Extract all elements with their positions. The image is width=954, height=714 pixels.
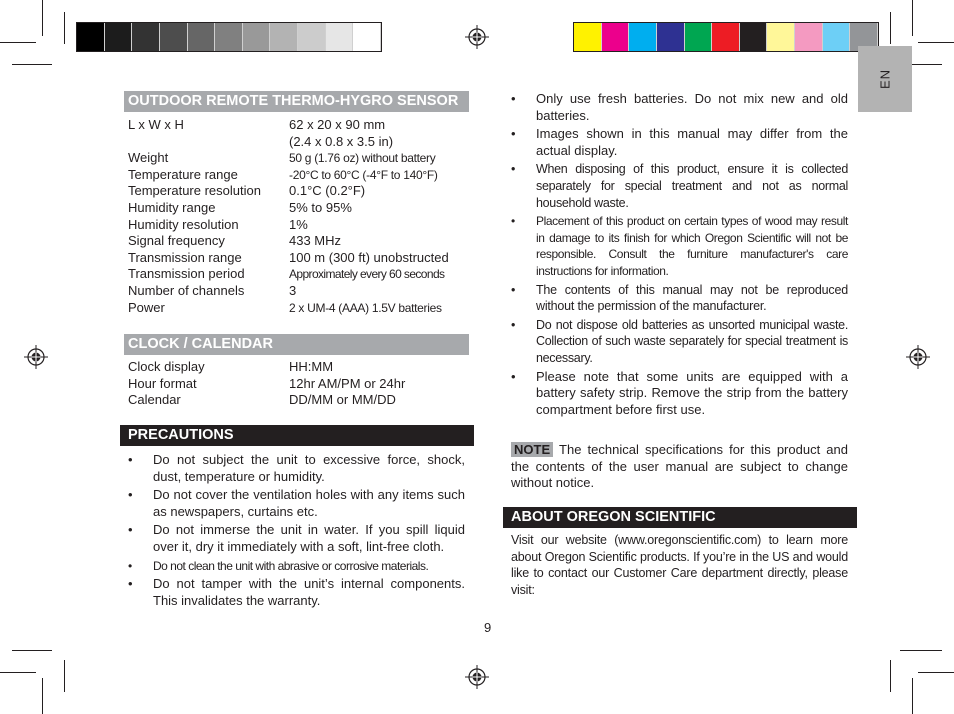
- spec-row: [128, 233, 468, 250]
- spec-label: Signal frequency: [128, 233, 225, 249]
- color-swatch: [160, 23, 188, 51]
- color-swatch: [823, 23, 851, 51]
- color-swatch: [188, 23, 216, 51]
- about-header: ABOUT OREGON SCIENTIFIC: [503, 507, 857, 528]
- spec-value: DD/MM or MM/DD: [289, 392, 396, 408]
- spec-row: [128, 359, 468, 376]
- registration-mark-icon: [465, 25, 489, 49]
- grayscale-calibration-strip: [76, 22, 382, 52]
- color-swatch: [77, 23, 105, 51]
- spec-label: Humidity resolution: [128, 216, 239, 232]
- spec-row: [128, 392, 468, 409]
- spec-label: Clock display: [128, 359, 205, 374]
- note-badge: NOTE: [511, 442, 553, 457]
- spec-label: Temperature range: [128, 166, 238, 182]
- crop-mark: [0, 672, 36, 673]
- crop-mark: [912, 0, 913, 36]
- spec-row: [128, 300, 468, 317]
- list-item: • Placement of this product on certain types of wood may result in damage to its finish for which Oregon Scientific will not be responsible. Consult the furniture manufacturer's care instructions for information.: [511, 213, 848, 279]
- spec-label: Weight: [128, 150, 169, 166]
- spec-value: 3: [289, 282, 297, 298]
- precautions-list: [128, 452, 465, 611]
- note-text: The technical specifications for this product and the contents of the user manual are subject to change without notice.: [511, 442, 848, 491]
- spec-label: Transmission period: [128, 266, 245, 282]
- color-swatch: [740, 23, 768, 51]
- spec-value: 2 x UM-4 (AAA) 1.5V batteries: [289, 300, 442, 315]
- spec-value: -20°C to 60°C (-4°F to 140°F): [289, 167, 438, 182]
- list-item: • Only use fresh batteries. Do not mix new and old batteries.: [511, 91, 848, 124]
- spec-value: 0.1°C (0.2°F): [289, 183, 366, 199]
- spec-row: [128, 167, 468, 184]
- spec-label: Number of channels: [128, 282, 245, 298]
- list-item: • Images shown in this manual may differ from the actual display.: [511, 126, 848, 159]
- registration-mark-icon: [906, 345, 930, 369]
- color-swatch: [326, 23, 354, 51]
- list-item: • Do not subject the unit to excessive force, shock, dust, temperature or humidity.: [128, 452, 465, 485]
- note-paragraph: [511, 442, 848, 492]
- color-swatch: [132, 23, 160, 51]
- spec-row: [128, 117, 468, 150]
- crop-mark: [12, 64, 52, 65]
- color-swatch: [270, 23, 298, 51]
- outdoor-sensor-header: OUTDOOR REMOTE THERMO-HYGRO SENSOR: [124, 91, 469, 112]
- spec-row: [128, 266, 468, 283]
- spec-label: Hour format: [128, 375, 197, 391]
- color-swatch: [574, 23, 602, 51]
- spec-value: 433 MHz: [289, 233, 342, 249]
- color-swatch: [712, 23, 740, 51]
- about-paragraph: Visit our website (www.oregonscientific.com) to learn more about Oregon Scientific products. If you’re in the US and would like to contact our Customer Care department directly, please visit:: [511, 533, 848, 597]
- color-swatch: [105, 23, 133, 51]
- list-item: • Do not tamper with the unit’s internal components. This invalidates the warranty.: [128, 576, 465, 609]
- crop-mark: [12, 650, 52, 651]
- color-swatch: [657, 23, 685, 51]
- list-item: • The contents of this manual may not be reproduced without the permission of the manufacturer.: [511, 282, 848, 315]
- spec-label: Calendar: [128, 392, 181, 408]
- color-swatch: [629, 23, 657, 51]
- spec-row: [128, 376, 468, 393]
- spec-value: 100 m (300 ft) unobstructed: [289, 249, 449, 265]
- color-swatch: [215, 23, 243, 51]
- outdoor-spec-table: [128, 117, 468, 316]
- spec-row: [128, 250, 468, 267]
- list-item: • Do not cover the ventilation holes with any items such as newspapers, curtains etc.: [128, 487, 465, 520]
- spec-value-line: (2.4 x 0.8 x 3.5 in): [289, 133, 394, 149]
- spec-value: 5% to 95%: [289, 199, 352, 215]
- crop-mark: [42, 0, 43, 36]
- page-number: 9: [484, 620, 492, 635]
- color-swatch: [298, 23, 326, 51]
- spec-label: Transmission range: [128, 249, 242, 265]
- crop-mark: [0, 42, 36, 43]
- color-swatch: [767, 23, 795, 51]
- crop-mark: [918, 672, 954, 673]
- spec-row: [128, 200, 468, 217]
- crop-mark: [42, 678, 43, 714]
- spec-row: [128, 150, 468, 167]
- language-tab: [858, 46, 912, 112]
- crop-mark: [900, 650, 942, 651]
- spec-value-line: 62 x 20 x 90 mm: [289, 117, 386, 132]
- list-item: • Do not clean the unit with abrasive or corrosive materials.: [128, 558, 465, 575]
- crop-mark: [912, 678, 913, 714]
- clock-calendar-header: CLOCK / CALENDAR: [124, 334, 469, 355]
- list-item: • Please note that some units are equipped with a battery safety strip. Remove the strip from the battery compartment before first use.: [511, 369, 848, 419]
- spec-row: [128, 183, 468, 200]
- crop-mark: [918, 42, 954, 43]
- clock-spec-table: [128, 359, 468, 409]
- spec-value: 50 g (1.76 oz) without battery: [289, 151, 436, 166]
- crop-mark: [890, 12, 891, 44]
- list-item: • Do not immerse the unit in water. If you spill liquid over it, dry it immediately with a soft, lint-free cloth.: [128, 522, 465, 555]
- care-bullets-list: [511, 91, 848, 420]
- spec-row: [128, 217, 468, 234]
- language-tab-label: EN: [877, 68, 893, 90]
- crop-mark: [890, 660, 891, 692]
- spec-value: Approximately every 60 seconds: [289, 267, 445, 282]
- color-calibration-strip: [573, 22, 879, 52]
- color-swatch: [795, 23, 823, 51]
- spec-row: [128, 283, 468, 300]
- list-item: • When disposing of this product, ensure it is collected separately for special treatment and not as normal household waste.: [511, 161, 848, 211]
- crop-mark: [64, 660, 65, 692]
- color-swatch: [685, 23, 713, 51]
- spec-label: Power: [128, 299, 165, 315]
- color-swatch: [602, 23, 630, 51]
- color-swatch: [243, 23, 271, 51]
- spec-label: L x W x H: [128, 117, 184, 132]
- precautions-header: PRECAUTIONS: [120, 425, 474, 446]
- list-item: • Do not dispose old batteries as unsorted municipal waste. Collection of such waste separately for special treatment is necessary.: [511, 317, 848, 367]
- color-swatch: [353, 23, 381, 51]
- crop-mark: [64, 12, 65, 44]
- spec-value: HH:MM: [289, 359, 334, 374]
- spec-value: 12hr AM/PM or 24hr: [289, 375, 406, 391]
- spec-label: Humidity range: [128, 199, 216, 215]
- spec-value: [289, 117, 468, 150]
- registration-mark-icon: [24, 345, 48, 369]
- spec-label: Temperature resolution: [128, 183, 261, 199]
- registration-mark-icon: [465, 665, 489, 689]
- spec-value: 1%: [289, 216, 308, 232]
